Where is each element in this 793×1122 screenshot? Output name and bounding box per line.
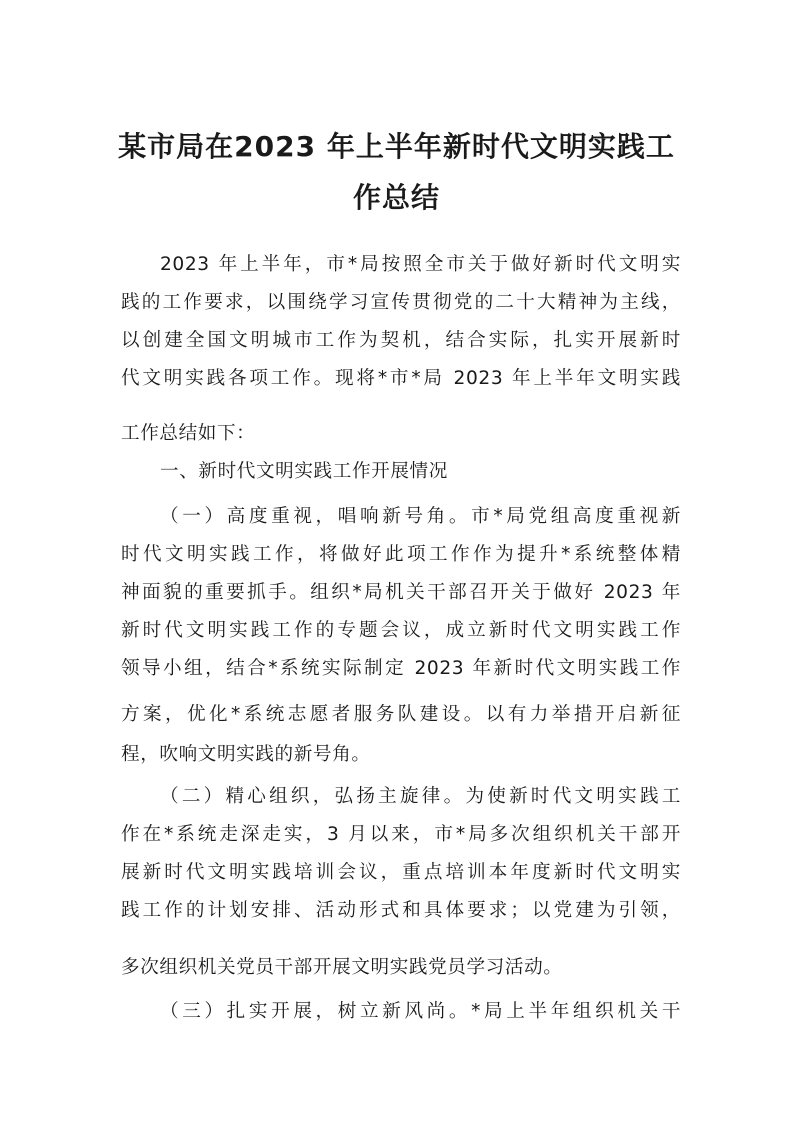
document-title-line-2: 作总结	[352, 181, 440, 214]
paragraph-line: 程，吹响文明实践的新号角。	[121, 744, 371, 765]
paragraph-line: 神面貌的重要抓手。组织*局机关干部召开关于做好 2023 年	[121, 582, 681, 603]
paragraph-line: 多次组织机关党员干部开展文明实践党员学习活动。	[121, 957, 563, 978]
paragraph-line: 践的工作要求，以围绕学习宣传贯彻党的二十大精神为主线，	[121, 292, 681, 313]
paragraph-line: 方案，优化*系统志愿者服务队建设。以有力举措开启新征	[121, 704, 681, 725]
paragraph-line: 领导小组，结合*系统实际制定 2023 年新时代文明实践工作	[121, 658, 681, 679]
paragraph-line: 工作总结如下：	[121, 423, 256, 444]
paragraph-line: 2023 年上半年，市*局按照全市关于做好新时代文明实	[160, 254, 681, 275]
paragraph-line: 代文明实践各项工作。现将*市*局 2023 年上半年文明实践	[121, 368, 681, 389]
document-title-line-1: 某市局在2023 年上半年新时代文明实践工	[118, 130, 675, 163]
paragraph-line: （二）精心组织，弘扬主旋律。为使新时代文明实践工	[160, 786, 681, 807]
paragraph-line: 践工作的计划安排、活动形式和具体要求；以党建为引领，	[121, 900, 681, 921]
section-heading: 一、新时代文明实践工作开展情况	[160, 461, 448, 482]
paragraph-line: 展新时代文明实践培训会议，重点培训本年度新时代文明实	[121, 862, 681, 883]
paragraph-line: 作在*系统走深走实，3 月以来，市*局多次组织机关干部开	[121, 824, 681, 845]
paragraph-line: 时代文明实践工作，将做好此项工作作为提升*系统整体精	[121, 544, 681, 565]
paragraph-line: 以创建全国文明城市工作为契机，结合实际，扎实开展新时	[121, 330, 681, 351]
paragraph-line: 新时代文明实践工作的专题会议，成立新时代文明实践工作	[121, 620, 681, 641]
paragraph-line: （一）高度重视，唱响新号角。市*局党组高度重视新	[160, 506, 681, 527]
paragraph-line: （三）扎实开展，树立新风尚。*局上半年组织机关干	[160, 1001, 681, 1022]
